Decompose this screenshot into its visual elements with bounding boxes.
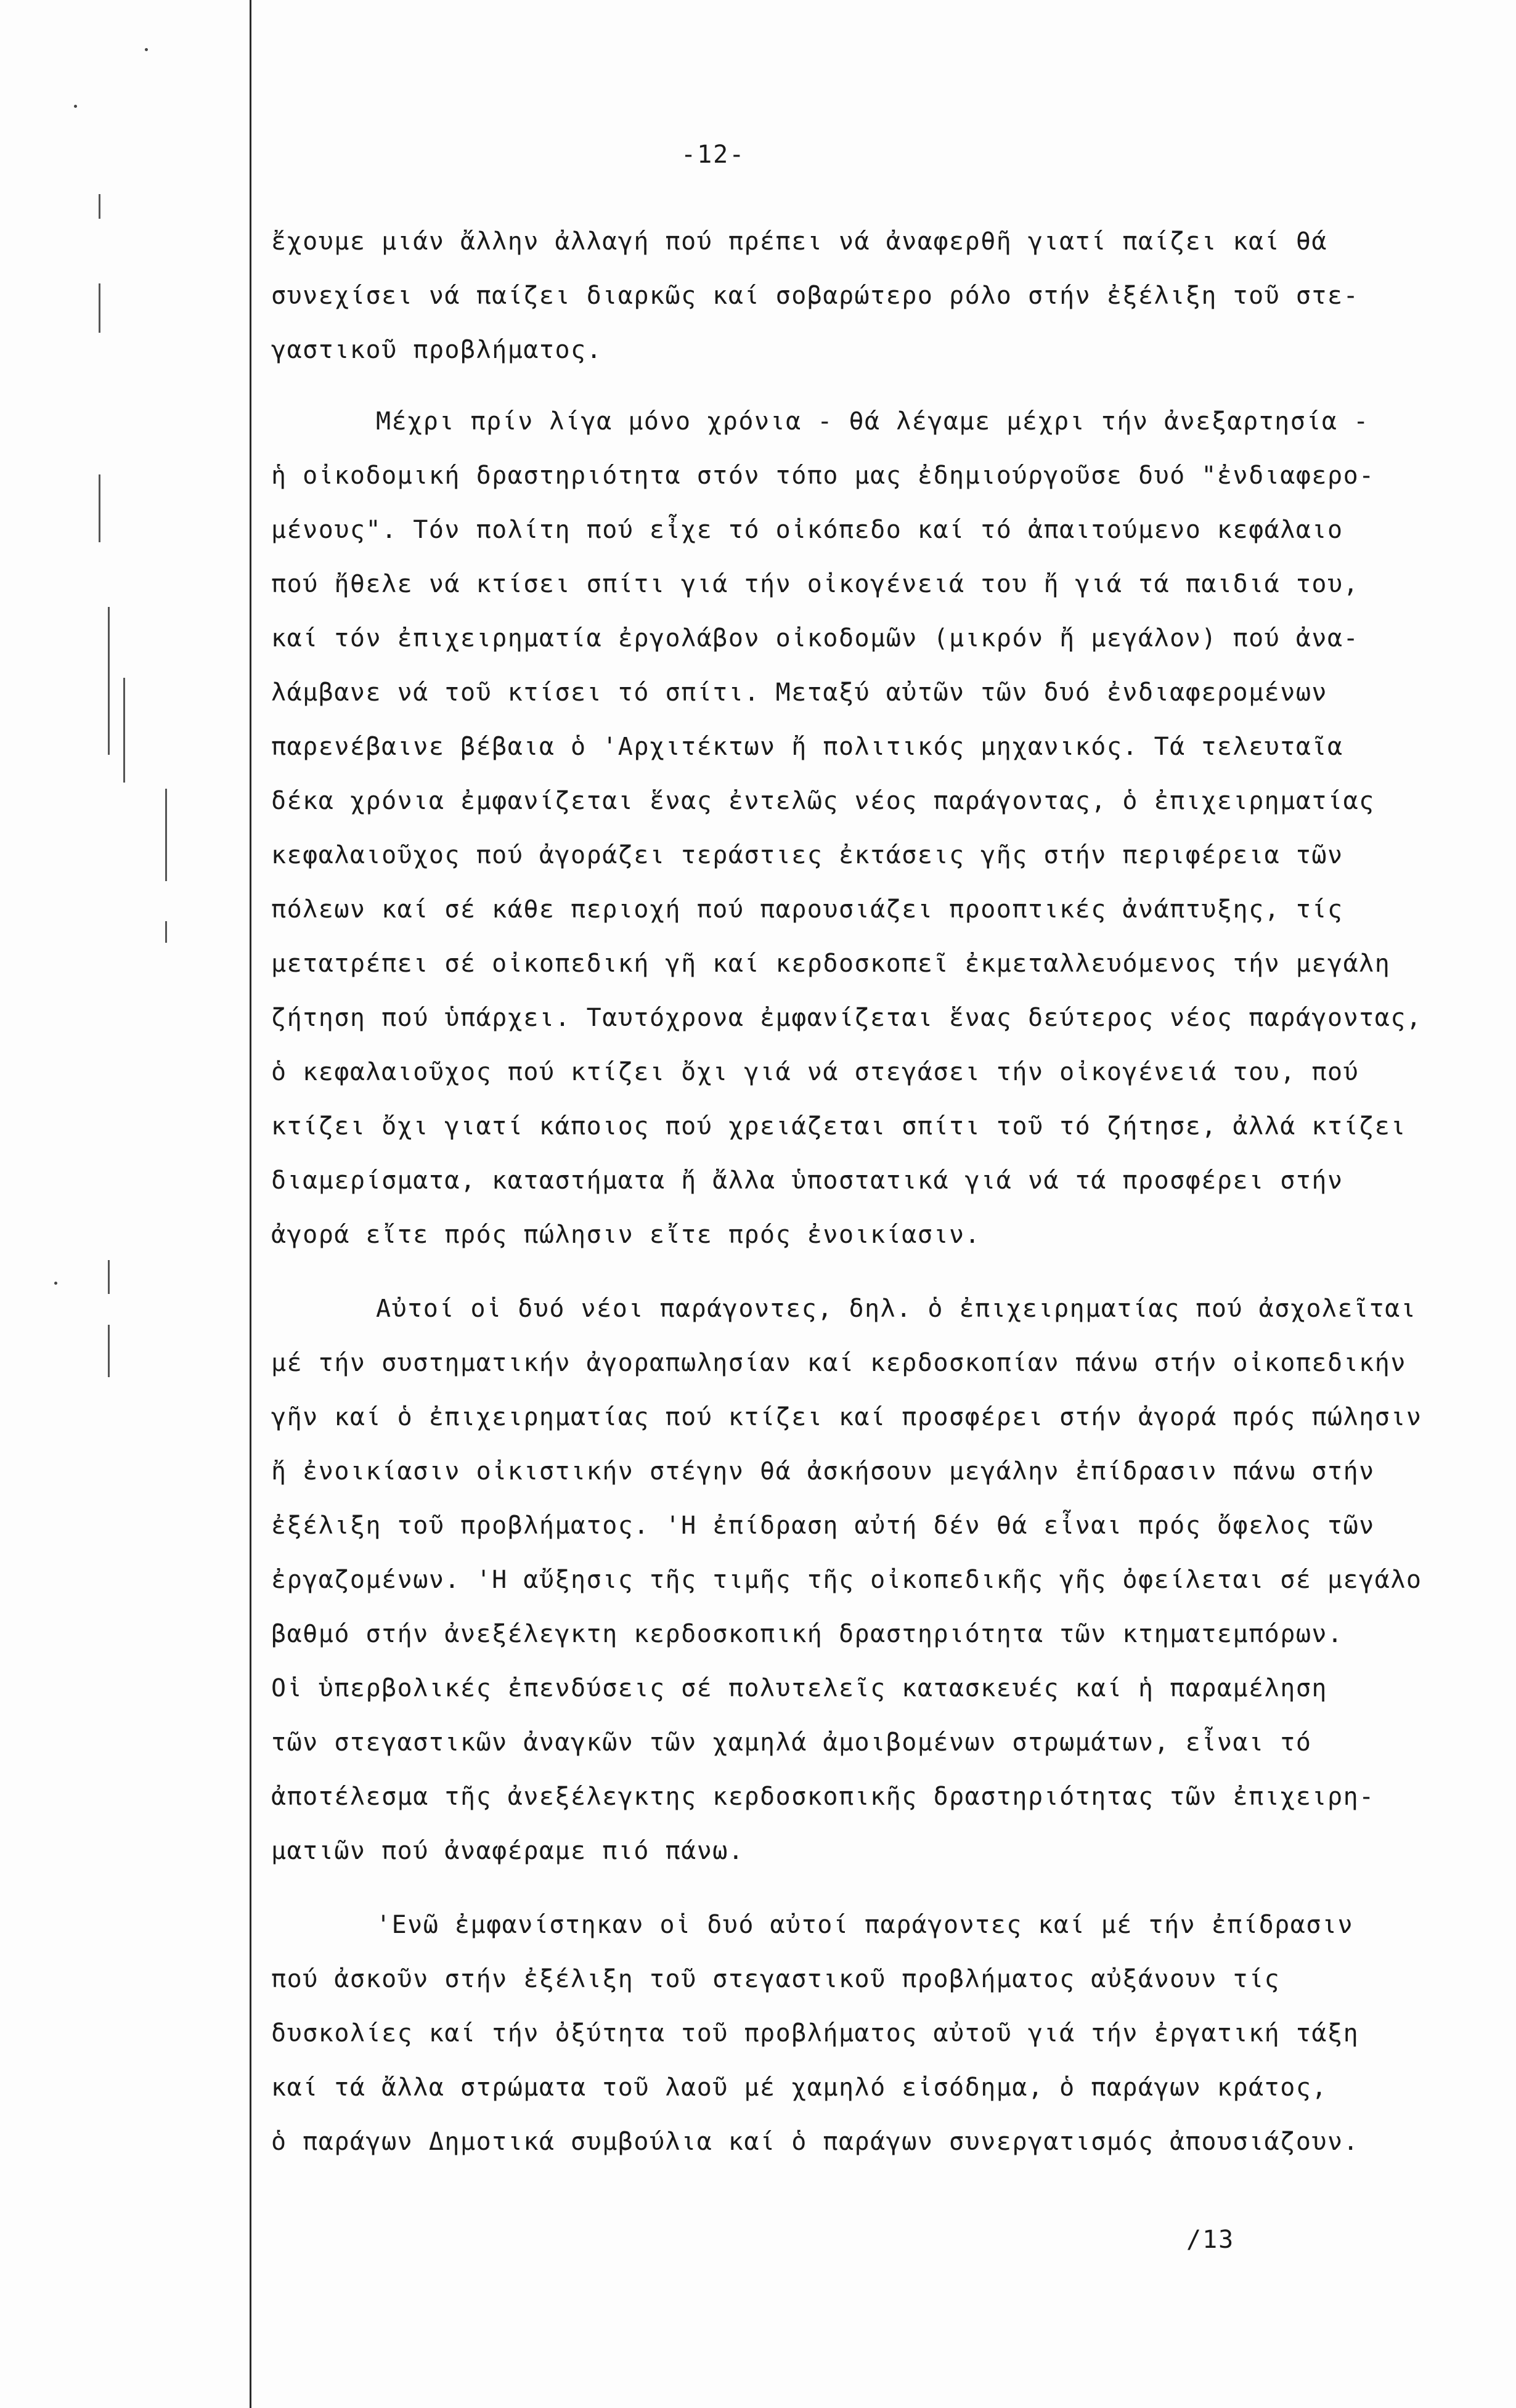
text-line: πόλεων καί σέ κάθε περιοχή πού παρουσιάζει προοπτικές ἀνάπτυξης, τίς	[271, 895, 1343, 924]
margin-mark	[123, 678, 125, 783]
text-line: συνεχίσει νά παίζει διαρκῶς καί σοβαρώτερο ρόλο στήν ἐξέλιξη τοῦ στε-	[271, 282, 1359, 310]
page-number: -12-	[681, 140, 746, 169]
text-line: παρενέβαινε βέβαια ὁ 'Αρχιτέκτων ἤ πολιτικός μηχανικός. Τά τελευταῖα	[271, 733, 1343, 761]
margin-mark	[165, 921, 167, 943]
text-line: ματιῶν πού ἀναφέραμε πιό πάνω.	[271, 1837, 744, 1865]
text-line: ἔχουμε μιάν ἄλλην ἀλλαγή πού πρέπει νά ἀναφερθῆ γιατί παίζει καί θά	[271, 227, 1327, 256]
margin-mark	[99, 194, 100, 219]
text-line: ὁ παράγων Δημοτικά συμβούλια καί ὁ παράγων συνεργατισμός ἀπουσιάζουν.	[271, 2128, 1359, 2156]
next-page-reference: /13	[1186, 2226, 1235, 2254]
text-line: μέ τήν συστηματικήν ἀγοραπωλησίαν καί κερδοσκοπίαν πάνω στήν οἰκοπεδικήν	[271, 1349, 1406, 1377]
text-line: ἐργαζομένων. 'Η αὔξησις τῆς τιμῆς τῆς οἰκοπεδικῆς γῆς ὀφείλεται σέ μεγάλο	[271, 1566, 1422, 1594]
text-line: ἐξέλιξη τοῦ προβλήματος. 'Η ἐπίδραση αὐτή δέν θά εἶναι πρός ὄφελος τῶν	[271, 1511, 1375, 1540]
text-line: καί τόν ἐπιχειρηματία ἐργολάβον οἰκοδομῶν (μικρόν ἤ μεγάλον) πού ἀνα-	[271, 624, 1359, 653]
text-line: ἤ ἐνοικίασιν οἰκιστικήν στέγην θά ἀσκήσουν μεγάλην ἐπίδρασιν πάνω στήν	[271, 1457, 1375, 1486]
text-line: καί τά ἄλλα στρώματα τοῦ λαοῦ μέ χαμηλό εἰσόδημα, ὁ παράγων κράτος,	[271, 2073, 1327, 2102]
margin-mark	[99, 283, 100, 333]
text-line: λάμβανε νά τοῦ κτίσει τό σπίτι. Μεταξύ αὐτῶν τῶν δυό ἐνδιαφερομένων	[271, 678, 1327, 707]
text-line: Μέχρι πρίν λίγα μόνο χρόνια - θά λέγαμε μέχρι τήν ἀνεξαρτησία -	[376, 407, 1369, 436]
text-line: κτίζει ὄχι γιατί κάποιος πού χρειάζεται σπίτι τοῦ τό ζήτησε, ἀλλά κτίζει	[271, 1112, 1406, 1141]
scan-speck	[145, 48, 148, 51]
text-line: πού ἤθελε νά κτίσει σπίτι γιά τήν οἰκογένειά του ἤ γιά τά παιδιά του,	[271, 570, 1359, 598]
text-line: μένους". Τόν πολίτη πού εἶχε τό οἰκόπεδο καί τό ἀπαιτούμενο κεφάλαιο	[271, 516, 1343, 544]
text-line: Οἱ ὑπερβολικές ἐπενδύσεις σέ πολυτελεῖς κατασκευές καί ἡ παραμέληση	[271, 1674, 1327, 1702]
margin-mark	[165, 789, 167, 881]
margin-mark	[108, 607, 110, 755]
scan-speck	[74, 105, 77, 108]
text-line: μετατρέπει σέ οἰκοπεδική γῆ καί κερδοσκοπεῖ ἐκμεταλλευόμενος τήν μεγάλη	[271, 950, 1391, 978]
text-line: γαστικοῦ προβλήματος.	[271, 336, 603, 364]
text-line: ἡ οἰκοδομική δραστηριότητα στόν τόπο μας ἐδημιούργοῦσε δυό "ἐνδιαφερο-	[271, 462, 1375, 490]
text-line: δέκα χρόνια ἐμφανίζεται ἕνας ἐντελῶς νέος παράγοντας, ὁ ἐπιχειρηματίας	[271, 787, 1375, 815]
margin-mark	[108, 1325, 110, 1377]
text-line: 'Ενῶ ἐμφανίστηκαν οἱ δυό αὐτοί παράγοντες καί μέ τήν ἐπίδρασιν	[376, 1911, 1354, 1939]
text-line: Αὐτοί οἱ δυό νέοι παράγοντες, δηλ. ὁ ἐπιχειρηματίας πού ἀσχολεῖται	[376, 1295, 1417, 1323]
text-line: πού ἀσκοῦν στήν ἐξέλιξη τοῦ στεγαστικοῦ προβλήματος αὐξάνουν τίς	[271, 1965, 1281, 1993]
margin-mark	[99, 474, 100, 542]
binding-edge-line	[250, 0, 251, 2408]
scan-speck	[54, 1282, 57, 1285]
margin-mark	[108, 1260, 110, 1294]
text-line: τῶν στεγαστικῶν ἀναγκῶν τῶν χαμηλά ἀμοιβομένων στρωμάτων, εἶναι τό	[271, 1728, 1312, 1757]
text-line: βαθμό στήν ἀνεξέλεγκτη κερδοσκοπική δραστηριότητα τῶν κτηματεμπόρων.	[271, 1620, 1343, 1648]
text-line: ὁ κεφαλαιοῦχος πού κτίζει ὄχι γιά νά στεγάσει τήν οἰκογένειά του, πού	[271, 1058, 1359, 1086]
text-line: ζήτηση πού ὑπάρχει. Ταυτόχρονα ἐμφανίζεται ἕνας δεύτερος νέος παράγοντας,	[271, 1004, 1422, 1032]
text-line: ἀγορά εἴτε πρός πώλησιν εἴτε πρός ἐνοικίασιν.	[271, 1221, 981, 1249]
text-line: κεφαλαιοῦχος πού ἀγοράζει τεράστιες ἐκτάσεις γῆς στήν περιφέρεια τῶν	[271, 841, 1343, 869]
text-line: γῆν καί ὁ ἐπιχειρηματίας πού κτίζει καί προσφέρει στήν ἀγορά πρός πώλησιν	[271, 1403, 1422, 1431]
text-line: διαμερίσματα, καταστήματα ἤ ἄλλα ὑποστατικά γιά νά τά προσφέρει στήν	[271, 1166, 1343, 1195]
text-line: δυσκολίες καί τήν ὀξύτητα τοῦ προβλήματος αὐτοῦ γιά τήν ἐργατική τάξη	[271, 2019, 1359, 2048]
text-line: ἀποτέλεσμα τῆς ἀνεξέλεγκτης κερδοσκοπικῆς δραστηριότητας τῶν ἐπιχειρη-	[271, 1783, 1375, 1811]
